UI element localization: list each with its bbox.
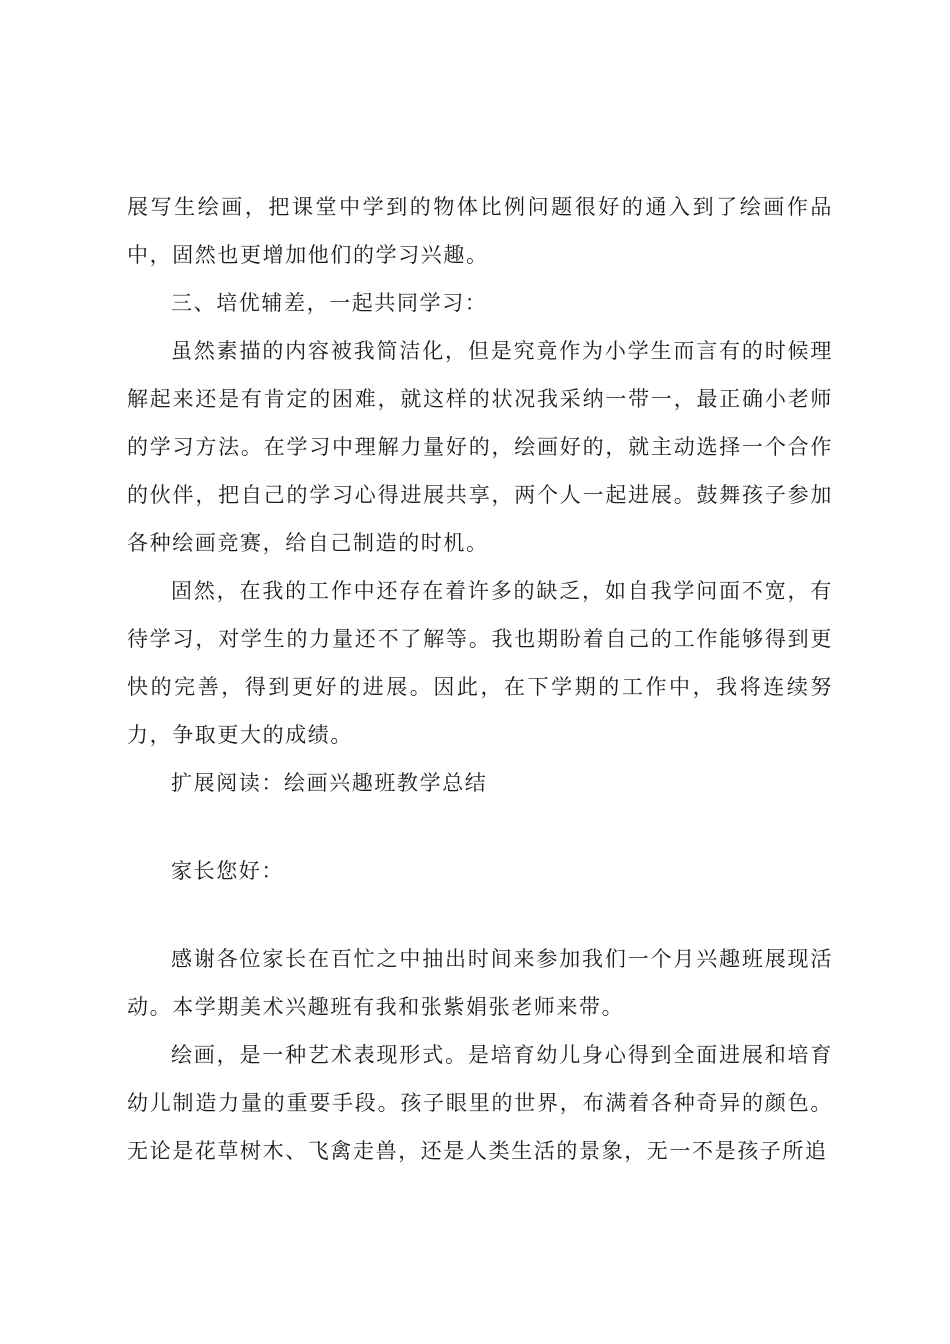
paragraph-sketch-teaching: 虽然素描的内容被我简洁化，但是究竟作为小学生而言有的时候理解起来还是有肯定的困难，就这样的状况我采纳一带一，最正确小老师的学习方法。在学习中理解力量好的，绘画好的，就主动选择一个合作的伙伴，把自己的学习心得进展共享，两个人一起进展。鼓舞孩子参加各种绘画竞赛，给自己制造的时机。 bbox=[127, 339, 833, 555]
paragraph-thanks: 感谢各位家长在百忙之中抽出时间来参加我们一个月兴趣班展现活动。本学期美术兴趣班有我和张紫娟张老师来带。 bbox=[127, 947, 833, 1019]
section-heading: 三、培优辅差，一起共同学习： bbox=[171, 291, 488, 315]
paragraph-painting-intro: 绘画，是一种艺术表现形式。是培育幼儿身心得到全面进展和培育幼儿制造力量的重要手段。孩子眼里的世界，布满着各种奇异的颜色。无论是花草树木、飞禽走兽，还是人类生活的景象，无一不是孩子所追 bbox=[127, 1043, 833, 1163]
paragraph-continuation: 展写生绘画，把课堂中学到的物体比例问题很好的通入到了绘画作品中，固然也更增加他们的学习兴趣。 bbox=[127, 195, 833, 267]
paragraph-reflection: 固然，在我的工作中还存在着许多的缺乏，如自我学问面不宽，有待学习，对学生的力量还不了解等。我也期盼着自己的工作能够得到更快的完善，得到更好的进展。因此，在下学期的工作中，我将连续努力，争取更大的成绩。 bbox=[127, 579, 833, 747]
greeting: 家长您好： bbox=[171, 859, 284, 883]
extended-reading-title: 扩展阅读：绘画兴趣班教学总结 bbox=[171, 771, 488, 795]
